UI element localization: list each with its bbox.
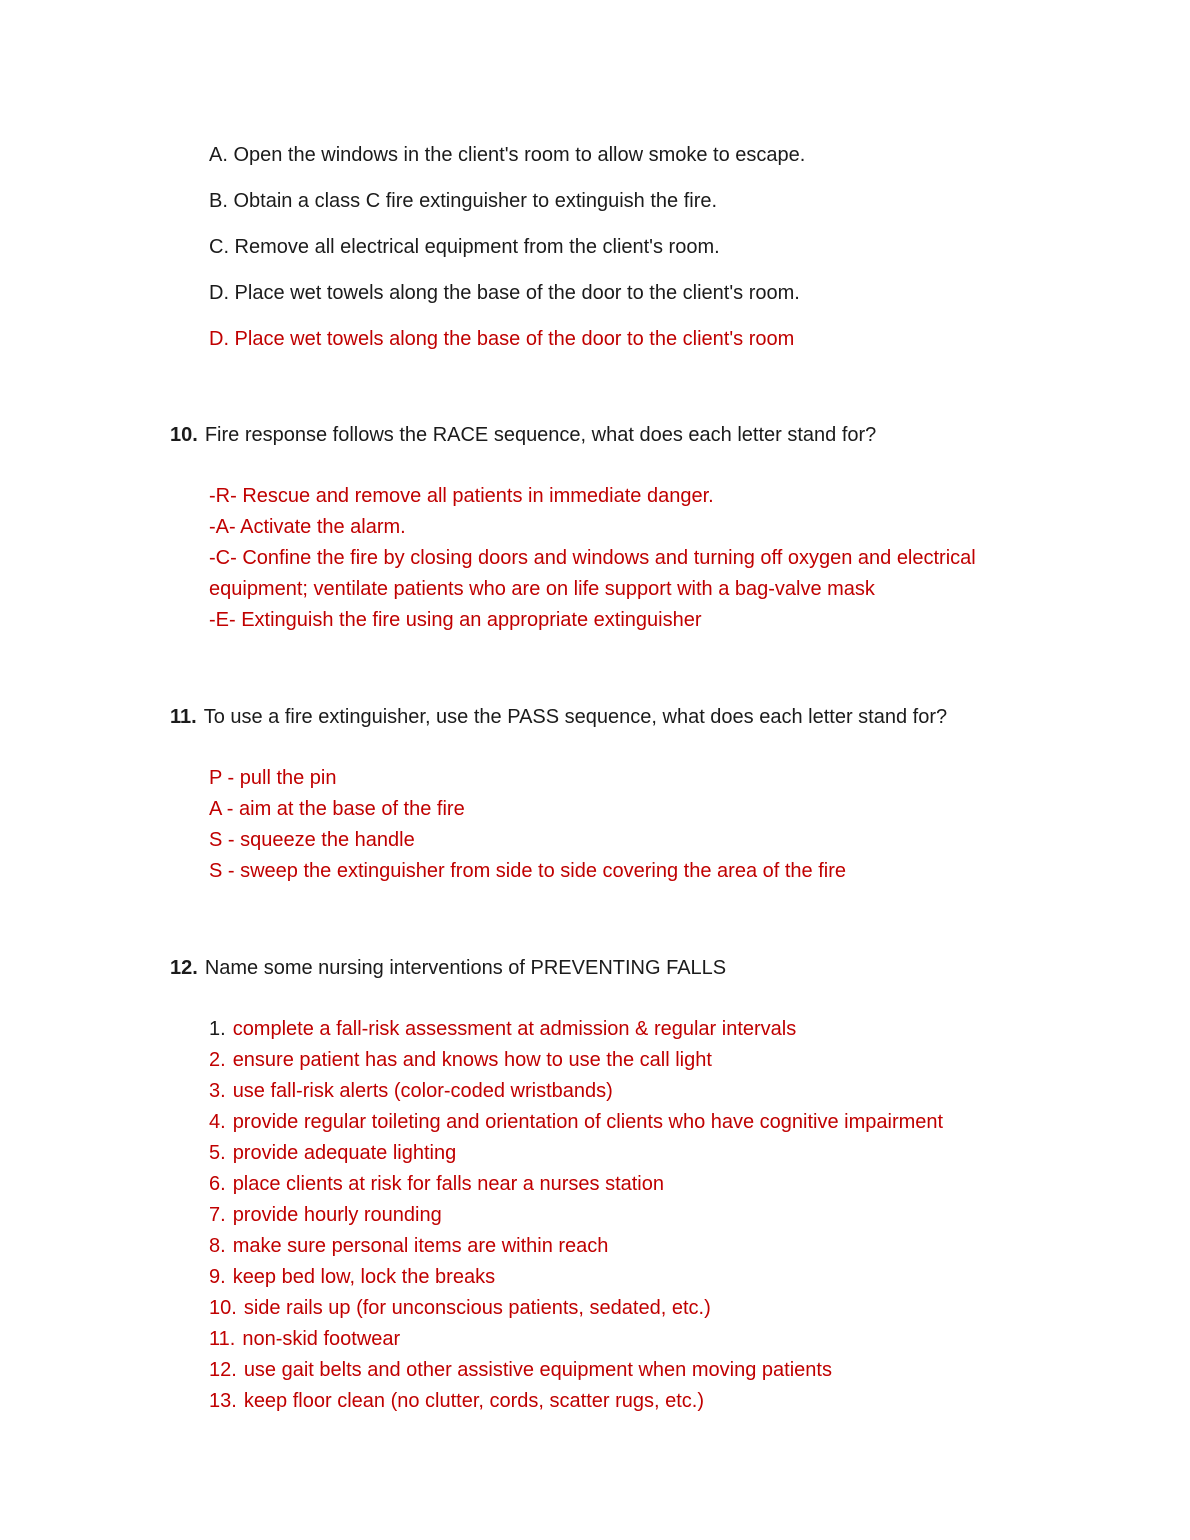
answer-line	[209, 1169, 1059, 1200]
mcq-option-a: A. Open the windows in the client's room to allow smoke to escape.	[209, 144, 806, 166]
mcq-correct-answer: D. Place wet towels along the base of the door to the client's room	[209, 328, 795, 350]
question-number: 12.	[170, 957, 198, 979]
list-text: provide hourly rounding	[232, 1204, 442, 1226]
answer-line	[209, 1045, 1059, 1076]
answer-line	[209, 1231, 1059, 1262]
answer-line: -R- Rescue and remove all patients in immediate danger.	[209, 485, 714, 507]
list-number: 1.	[209, 1018, 226, 1040]
question-11-answers	[209, 763, 1059, 887]
list-text: complete a fall-risk assessment at admission & regular intervals	[232, 1018, 797, 1040]
answer-line	[209, 1200, 1059, 1231]
question-10-answers	[209, 481, 1059, 636]
answer-line	[209, 1262, 1059, 1293]
list-text: side rails up (for unconscious patients, sedated, etc.)	[243, 1297, 711, 1319]
list-text: ensure patient has and knows how to use the call light	[232, 1049, 712, 1071]
question-11	[170, 702, 1190, 732]
list-text: use fall-risk alerts (color-coded wristbands)	[232, 1080, 613, 1102]
mcq-option-b: B. Obtain a class C fire extinguisher to extinguish the fire.	[209, 190, 718, 212]
list-number: 12.	[209, 1359, 237, 1381]
list-text: keep floor clean (no clutter, cords, scatter rugs, etc.)	[243, 1390, 705, 1412]
list-number: 4.	[209, 1111, 226, 1133]
answer-line: P - pull the pin	[209, 767, 337, 789]
list-text: keep bed low, lock the breaks	[232, 1266, 496, 1288]
answer-line	[209, 1324, 1059, 1355]
answer-line	[209, 1107, 1059, 1138]
question-text: To use a fire extinguisher, use the PASS sequence, what does each letter stand for?	[203, 706, 948, 728]
answer-line: -C- Confine the fire by closing doors and windows and turning off oxygen and electrical equipment; ventilate patients who are on life support with a bag-valve mask	[209, 547, 976, 600]
question-12-answers	[209, 1014, 1059, 1417]
answer-line: A - aim at the base of the fire	[209, 798, 465, 820]
answer-line	[209, 1386, 1059, 1417]
list-number: 3.	[209, 1080, 226, 1102]
mcq-option-c: C. Remove all electrical equipment from the client's room.	[209, 236, 720, 258]
question-10	[170, 420, 1190, 450]
list-text: provide regular toileting and orientation of clients who have cognitive impairment	[232, 1111, 944, 1133]
list-text: make sure personal items are within reach	[232, 1235, 609, 1257]
list-text: provide adequate lighting	[232, 1142, 457, 1164]
question-text: Name some nursing interventions of PREVENTING FALLS	[204, 957, 727, 979]
answer-line: S - squeeze the handle	[209, 829, 415, 851]
mcq-options-section	[0, 0, 1190, 354]
answer-line: -E- Extinguish the fire using an appropriate extinguisher	[209, 609, 702, 631]
list-text: use gait belts and other assistive equipment when moving patients	[243, 1359, 832, 1381]
answer-line	[209, 1355, 1059, 1386]
list-number: 9.	[209, 1266, 226, 1288]
answer-line	[209, 1138, 1059, 1169]
mcq-option-d: D. Place wet towels along the base of the door to the client's room.	[209, 282, 800, 304]
list-number: 7.	[209, 1204, 226, 1226]
list-number: 8.	[209, 1235, 226, 1257]
answer-line: S - sweep the extinguisher from side to side covering the area of the fire	[209, 860, 847, 882]
answer-line	[209, 1293, 1059, 1324]
list-number: 13.	[209, 1390, 237, 1412]
answer-line	[209, 1076, 1059, 1107]
question-number: 11.	[170, 706, 197, 728]
list-number: 11.	[209, 1328, 236, 1350]
list-number: 6.	[209, 1173, 226, 1195]
answer-line: -A- Activate the alarm.	[209, 516, 406, 538]
question-text: Fire response follows the RACE sequence, what does each letter stand for?	[204, 424, 877, 446]
list-number: 2.	[209, 1049, 226, 1071]
question-number: 10.	[170, 424, 198, 446]
list-number: 10.	[209, 1297, 237, 1319]
list-text: place clients at risk for falls near a nurses station	[232, 1173, 664, 1195]
question-12	[170, 953, 1190, 983]
list-text: non-skid footwear	[242, 1328, 401, 1350]
answer-line	[209, 1014, 1059, 1045]
list-number: 5.	[209, 1142, 226, 1164]
